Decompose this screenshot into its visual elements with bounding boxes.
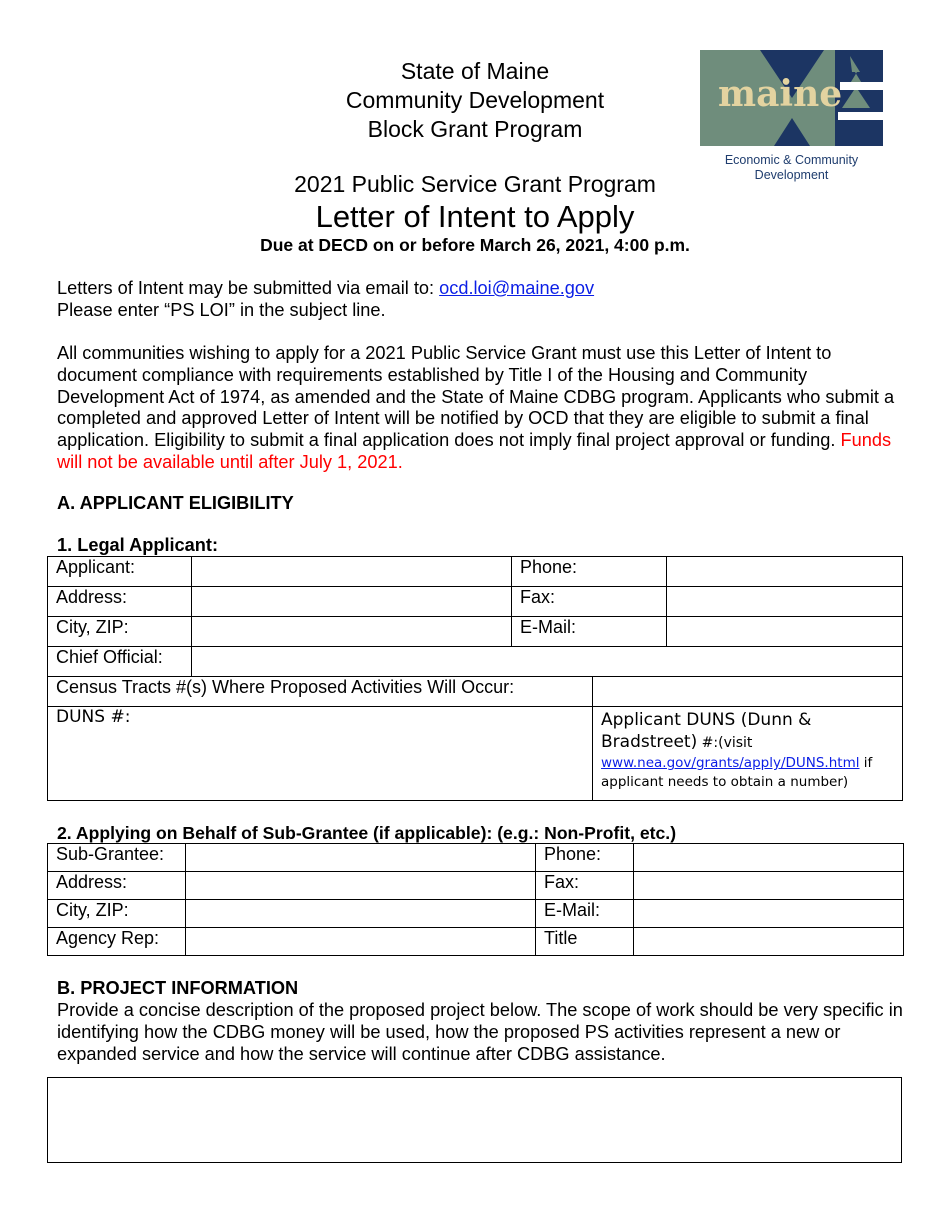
- email-link[interactable]: ocd.loi@maine.gov: [439, 278, 595, 298]
- duns-note-line3: [601, 754, 894, 773]
- address-field[interactable]: [192, 587, 512, 617]
- table-row: [48, 844, 904, 872]
- sub-city-zip-field[interactable]: [186, 900, 536, 928]
- logo-caption: [700, 153, 883, 183]
- section-b-title: B. PROJECT INFORMATION: [57, 978, 299, 998]
- header-community: Community Development: [345, 87, 605, 113]
- logo-word: maine: [718, 73, 843, 115]
- duns-note-line2: [601, 732, 894, 754]
- subgrantee-field[interactable]: [186, 844, 536, 872]
- table-row: [48, 557, 903, 587]
- funds-warning: Funds will not be available until after July 1, 2021.: [57, 430, 892, 472]
- chief-official-field[interactable]: [192, 647, 903, 677]
- email-field[interactable]: [667, 617, 903, 647]
- duns-note-if: if: [859, 755, 873, 771]
- sub-title-label: Title: [536, 928, 634, 956]
- fax-label: Fax:: [512, 587, 667, 617]
- census-tracts-field[interactable]: [593, 677, 903, 707]
- intro-email-line: [57, 278, 907, 300]
- city-zip-field[interactable]: [192, 617, 512, 647]
- subgrantee-title: 2. Applying on Behalf of Sub-Grantee (if applicable): (e.g.: Non-Profit, etc.): [57, 823, 677, 843]
- duns-note-bradstreet: Bradstreet): [601, 732, 698, 752]
- chief-official-label: Chief Official:: [48, 647, 192, 677]
- table-row: [48, 587, 903, 617]
- table-row: [48, 928, 904, 956]
- intro-subject-line: Please enter “PS LOI” in the subject line.: [57, 300, 386, 320]
- maine-decd-logo: [700, 50, 883, 185]
- intro-paragraph-text: All communities wishing to apply for a 2021 Public Service Grant must use this Letter of Intent to document compliance with requirements established by Title I of the Housing and Community Development Act of 1974, as amended and the State of Maine CDBG program. Applicants who submit a completed and approved Letter of Intent will be notified by OCD that they are eligible to submit a final application. Eligibility to submit a final application does not imply final project approval or funding.: [57, 343, 895, 451]
- maine-logo-icon: [700, 50, 883, 146]
- city-zip-label: City, ZIP:: [48, 617, 192, 647]
- intro-paragraph: [57, 343, 907, 474]
- duns-cell[interactable]: [48, 707, 593, 801]
- duns-note-line4: applicant needs to obtain a number): [601, 774, 849, 790]
- duns-note-line1: Applicant DUNS (Dunn &: [601, 710, 812, 730]
- program-name: 2021 Public Service Grant Program: [294, 171, 656, 197]
- section-a-title: A. APPLICANT ELIGIBILITY: [57, 493, 294, 513]
- page-title: Letter of Intent to Apply: [315, 199, 635, 234]
- sub-address-label: Address:: [48, 872, 186, 900]
- legal-applicant-title: 1. Legal Applicant:: [57, 535, 219, 555]
- sub-address-field[interactable]: [186, 872, 536, 900]
- email-label: E-Mail:: [512, 617, 667, 647]
- duns-note-visit: #:(visit: [697, 735, 753, 751]
- address-label: Address:: [48, 587, 192, 617]
- table-row: [48, 617, 903, 647]
- logo-caption-line1: Economic & Community: [724, 153, 859, 167]
- table-row: [48, 677, 903, 707]
- sub-email-field[interactable]: [634, 900, 904, 928]
- sub-email-label: E-Mail:: [536, 900, 634, 928]
- subgrantee-label: Sub-Grantee:: [48, 844, 186, 872]
- header-block: [285, 57, 665, 144]
- subgrantee-table: [47, 843, 904, 956]
- intro-email-prefix: Letters of Intent may be submitted via email to:: [57, 278, 440, 298]
- phone-label: Phone:: [512, 557, 667, 587]
- sub-city-zip-label: City, ZIP:: [48, 900, 186, 928]
- sub-fax-label: Fax:: [536, 872, 634, 900]
- table-row: [48, 647, 903, 677]
- due-date: Due at DECD on or before March 26, 2021, 4:00 p.m.: [260, 235, 690, 255]
- project-description-box[interactable]: [47, 1077, 902, 1163]
- logo-caption-line2: Development: [754, 168, 829, 182]
- header-state: State of Maine: [400, 58, 550, 84]
- header-block-grant: Block Grant Program: [367, 116, 583, 142]
- fax-field[interactable]: [667, 587, 903, 617]
- legal-applicant-table: [47, 556, 903, 801]
- project-description-instructions: Provide a concise description of the proposed project below. The scope of work should be very specific in identifying how the CDBG money will be used, how the proposed PS activities represent a new or expanded service and how the service will continue after CDBG assistance.: [57, 1000, 903, 1064]
- agency-rep-field[interactable]: [186, 928, 536, 956]
- table-row: [48, 872, 904, 900]
- census-tracts-label: Census Tracts #(s) Where Proposed Activities Will Occur:: [48, 677, 593, 707]
- duns-link[interactable]: www.nea.gov/grants/apply/DUNS.html: [601, 755, 860, 771]
- table-row: [48, 707, 903, 801]
- applicant-field[interactable]: [192, 557, 512, 587]
- sub-fax-field[interactable]: [634, 872, 904, 900]
- applicant-label: Applicant:: [48, 557, 192, 587]
- duns-note-cell: [593, 707, 903, 801]
- duns-label: DUNS #:: [56, 707, 131, 727]
- table-row: [48, 900, 904, 928]
- sub-title-field[interactable]: [634, 928, 904, 956]
- sub-phone-field[interactable]: [634, 844, 904, 872]
- agency-rep-label: Agency Rep:: [48, 928, 186, 956]
- sub-phone-label: Phone:: [536, 844, 634, 872]
- phone-field[interactable]: [667, 557, 903, 587]
